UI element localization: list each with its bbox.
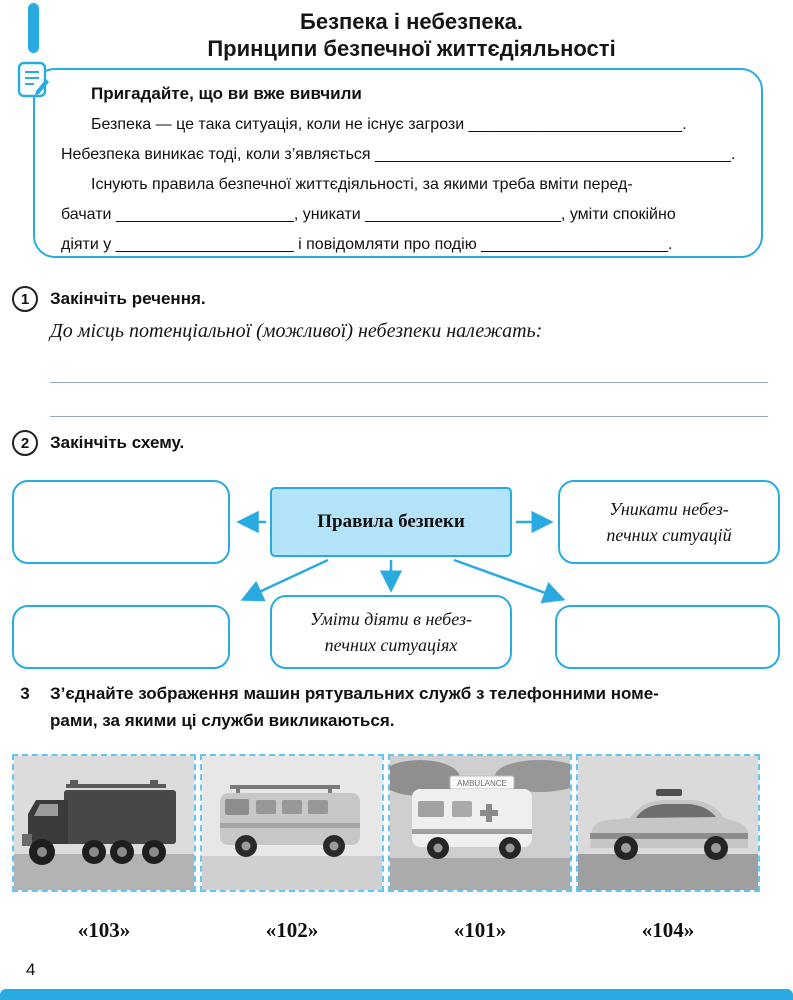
- avoid-danger-line2: печних ситуацій: [606, 525, 732, 545]
- rescue-van-image[interactable]: [200, 754, 384, 892]
- recall-box: [33, 68, 763, 258]
- ambulance-sign-text: AMBULANCE: [457, 779, 507, 788]
- safety-rules-scheme: [12, 472, 780, 674]
- vehicle-images-row: [12, 754, 780, 892]
- recall-line-5[interactable]: діяти у ____________________ і повідомляти про подію _____________________.: [61, 236, 673, 253]
- task-1-head: [12, 286, 780, 312]
- phone-number-101[interactable]: «101»: [453, 918, 507, 942]
- page-title-line2: Принципи безпечної життєдіяльності: [207, 36, 616, 61]
- task-1-label: Закінчіть речення.: [50, 289, 206, 308]
- act-in-danger-line1: Уміти діяти в небез-: [310, 609, 472, 629]
- recall-line-1[interactable]: Безпека — це така ситуація, коли не існує загрози ________________________.: [91, 116, 687, 133]
- task-3: [12, 680, 780, 943]
- answer-line-1[interactable]: [50, 382, 768, 383]
- recall-line-4[interactable]: бачати ____________________, уникати ______________________, уміти спокійно: [61, 206, 676, 223]
- ambulance-image[interactable]: [388, 754, 572, 892]
- scheme-empty-box-bottom-left[interactable]: [12, 605, 230, 669]
- scheme-box-act-in-danger: [270, 595, 512, 669]
- task-3-head: [12, 680, 780, 734]
- task-3-text-line1: З’єднайте зображення машин рятувальних служб з телефонними номе-: [50, 684, 659, 703]
- title-accent-bar: [28, 3, 39, 53]
- arrow-down-right: [454, 560, 562, 599]
- page-number: 4: [26, 960, 36, 979]
- page-title-line1: Безпека і небезпека.: [300, 9, 523, 34]
- scheme-center-box: Правила безпеки: [270, 487, 512, 557]
- task-3-number: 3: [20, 684, 30, 703]
- arrow-down-left: [244, 560, 328, 599]
- avoid-danger-line1: Уникати небез-: [609, 499, 729, 519]
- recall-line-2[interactable]: Небезпека виникає тоді, коли з’являється ________________________________________.: [61, 146, 736, 163]
- phone-number-103[interactable]: «103»: [77, 918, 131, 942]
- notepad-pencil-icon: [16, 61, 50, 99]
- task-2-label: Закінчіть схему.: [50, 433, 185, 452]
- scheme-empty-box-bottom-right[interactable]: [555, 605, 780, 669]
- phone-number-102[interactable]: «102»: [265, 918, 319, 942]
- bottom-accent-bar: [0, 989, 793, 1000]
- scheme-box-avoid-danger: [558, 480, 780, 564]
- fire-truck-illustration: [14, 756, 194, 890]
- page-title: [60, 8, 763, 62]
- act-in-danger-line2: печних ситуаціях: [324, 635, 458, 655]
- task-2: [12, 430, 780, 674]
- task-3-text-line2: рами, за якими ці служби викликаються.: [50, 711, 395, 730]
- phone-number-104[interactable]: «104»: [641, 918, 695, 942]
- recall-line-3: Існують правила безпечної життєдіяльності, за якими треба вміти перед-: [91, 176, 633, 193]
- answer-line-2[interactable]: [50, 416, 768, 417]
- ambulance-illustration: [390, 756, 570, 890]
- task-2-head: [12, 430, 780, 456]
- recall-heading: Пригадайте, що ви вже вивчили: [91, 84, 362, 103]
- task-3-text: [50, 680, 659, 734]
- task-2-number-badge: 2: [12, 430, 38, 456]
- fire-truck-image[interactable]: [12, 754, 196, 892]
- police-car-image[interactable]: [576, 754, 760, 892]
- phone-numbers-row: [12, 918, 780, 943]
- rescue-van-illustration: [202, 756, 382, 890]
- police-car-illustration: [578, 756, 758, 890]
- scheme-empty-box-left[interactable]: [12, 480, 230, 564]
- task-1-prompt: До місць потенціальної (можливої) небезпеки належать:: [50, 320, 543, 342]
- task-1: [12, 286, 780, 436]
- task-1-number-badge: 1: [12, 286, 38, 312]
